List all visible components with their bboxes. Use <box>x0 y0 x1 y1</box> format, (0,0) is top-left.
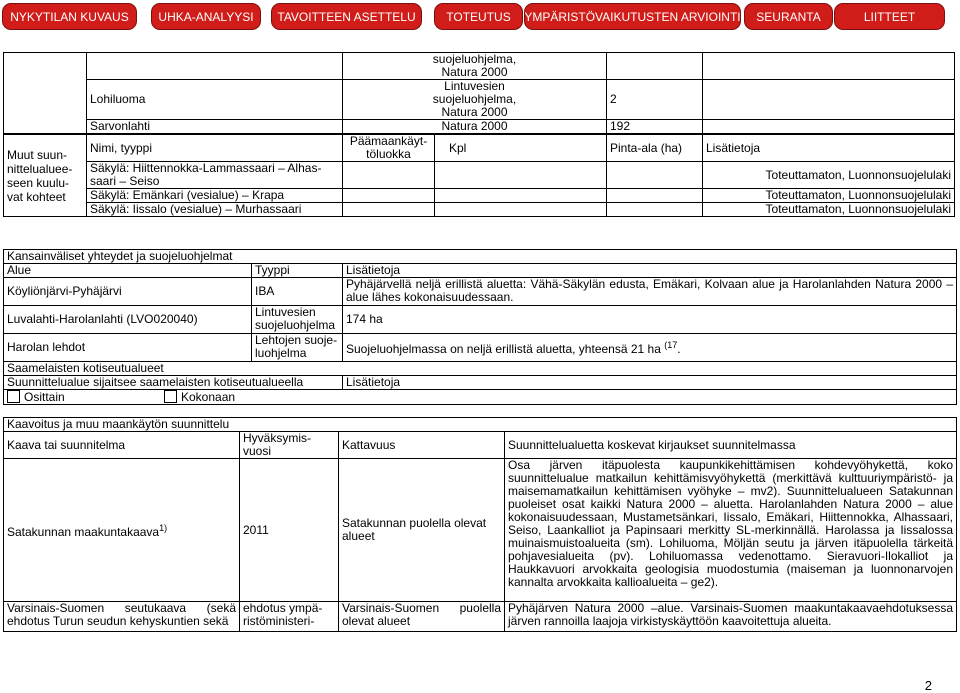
area-name: Luvalahti-Harolanlahti (LVO020040) <box>4 306 252 334</box>
area-info-text: Suojeluohjelmassa on neljä erillistä aluetta, yhteensä 21 ha <box>346 342 661 356</box>
area-info-suffix: . <box>677 342 681 356</box>
table-row <box>4 334 957 362</box>
tab-liitteet[interactable]: LIITTEET <box>834 3 945 30</box>
empty-cell <box>703 120 955 134</box>
programme-cell: Natura 2000 <box>343 120 607 134</box>
site-name: Säkylä: Hiittennokka-Lammassaari – Alhas- saari – Seiso <box>87 162 343 189</box>
plan-approved: ehdotus ympä- ristöministeri- <box>240 602 339 632</box>
empty-cell <box>435 203 607 217</box>
empty-cell <box>703 53 955 80</box>
tab-seuranta[interactable]: SEURANTA <box>744 3 833 30</box>
table-row <box>4 80 955 120</box>
side-cell <box>4 53 87 134</box>
international-table <box>3 249 957 405</box>
sami-info: Lisätietoja <box>343 376 957 390</box>
area-info: Pyhäjärvellä neljä erillistä aluetta: Vähä-Säkylän edusta, Emäkari, Kolvaan alue ja Harolanlahden Natura 2000 – alue lähes kokonaisuudessaan. <box>343 278 957 306</box>
area-info: 174 ha <box>343 306 957 334</box>
checkbox-whole[interactable] <box>164 390 177 403</box>
site-name: Lohiluoma <box>87 80 343 120</box>
checkbox-whole-label: Kokonaan <box>181 390 236 404</box>
header-name: Nimi, tyyppi <box>87 135 343 162</box>
zoning-table <box>3 417 957 632</box>
site-info: Toteuttamaton, Luonnonsuojelulaki <box>703 162 955 189</box>
header-notes: Suunnittelualuetta koskevat kirjaukset suunnitelmassa <box>505 432 957 459</box>
area-info <box>343 334 957 362</box>
empty-cell <box>343 203 435 217</box>
tab-ymparistovaikutusten-arviointi[interactable]: YMPÄRISTÖVAIKUTUSTEN ARVIOINTI <box>524 3 741 30</box>
header-area: Pinta-ala (ha) <box>607 135 703 162</box>
plan-name <box>4 459 240 602</box>
site-info: Toteuttamaton, Luonnonsuojelulaki <box>703 203 955 217</box>
tab-uhka-analyysi[interactable]: UHKA-ANALYYSI <box>151 3 261 30</box>
tab-tavoitteen-asettelu[interactable]: TAVOITTEEN ASETTELU <box>271 3 422 30</box>
table-row <box>4 278 957 306</box>
header-area: Alue <box>4 264 252 278</box>
section-title: Kansainväliset yhteydet ja suojeluohjelmat <box>4 250 957 264</box>
header-info: Lisätietoja <box>703 135 955 162</box>
header-kpl: Kpl <box>435 135 607 162</box>
table-row <box>4 362 957 376</box>
section-title: Kaavoitus ja muu maankäytön suunnittelu <box>4 418 957 432</box>
plan-name-text: Satakunnan maakuntakaava <box>7 524 160 539</box>
header-type: Tyyppi <box>252 264 343 278</box>
table-row <box>4 432 957 459</box>
sami-title: Saamelaisten kotiseutualueet <box>4 362 957 376</box>
tab-toteutus[interactable]: TOTEUTUS <box>434 3 523 30</box>
sami-checkboxes <box>4 390 957 405</box>
plan-name: Varsinais-Suomen seutukaava (sekä ehdotus Turun seudun kehyskuntien sekä <box>4 602 240 632</box>
page-number: 2 <box>924 678 932 693</box>
empty-cell <box>435 162 607 189</box>
count-cell: 192 <box>607 120 703 134</box>
empty-cell <box>703 80 955 120</box>
site-name: Sarvonlahti <box>87 120 343 134</box>
plan-coverage: Satakunnan puolella olevat alueet <box>339 459 505 602</box>
programme-cell: suojeluohjelma, Natura 2000 <box>343 53 607 80</box>
site-name: Säkylä: Emänkari (vesialue) – Krapa <box>87 189 343 203</box>
table-row <box>4 376 957 390</box>
checkbox-partial-label: Osittain <box>24 390 65 404</box>
footnote-ref: (17 <box>664 340 678 350</box>
site-info: Toteuttamaton, Luonnonsuojelulaki <box>703 189 955 203</box>
header-approved: Hyväksymis- vuosi <box>240 432 339 459</box>
tab-nykytilan-kuvaus[interactable]: NYKYTILAN KUVAUS <box>2 3 137 30</box>
plan-notes: Osa järven itäpuolesta kaupunkikehittämisen kohdevyöhykettä, koko suunnittelualue matkailun kehittämisvyöhykettä (merkittävä kulttuuriympäristö- ja maisemamatkailun kehittämisen vyöhyke – mv2). Suunnittelualueen Satakunnan puoleiset osat kaikki Natura 2000 – aluetta. Harolanlahden Natura 2000 – alue kokonaisuudessaan, Mustametsänkari, Iissalo, Emäkari, Hiittennokka, Alhassaari, Seiso, Laankalliot ja Papinsaari merkitty SL-merkinnällä. Harolassa ja Iissalossa muinaismuistoalueita (sm). Lohiluoma, Möljän seutu ja järven itäpuolella tärkeitä pohjavesialueita (pv). Lohiluomassa vedenottamo. Sieravuori-Ilokalliot ja Haukkavuori arvokkaita geologisia muodostumia (maiseman ja luonnonarvojen kannalta arvokkaita kallioalueita – ge2). <box>505 459 957 602</box>
empty-cell <box>343 162 435 189</box>
empty-cell <box>607 189 703 203</box>
table-row <box>4 306 957 334</box>
footnote-ref: 1) <box>159 522 168 533</box>
empty-cell <box>343 189 435 203</box>
sami-label: Suunnittelualue sijaitsee saamelaisten kotiseutualueella <box>4 376 343 390</box>
table-row <box>4 250 957 264</box>
table-row <box>4 418 957 432</box>
programme-cell: Lintuvesien suojeluohjelma, Natura 2000 <box>343 80 607 120</box>
other-sites-table <box>3 134 955 217</box>
plan-coverage: Varsinais-Suomen puolella olevat alueet <box>339 602 505 632</box>
empty-cell <box>435 189 607 203</box>
area-name: Harolan lehdot <box>4 334 252 362</box>
count-cell: 2 <box>607 80 703 120</box>
table-row <box>4 203 955 217</box>
table-row <box>4 53 955 80</box>
header-type: Päämaankäyt- töluokka <box>343 135 435 162</box>
empty-cell <box>607 162 703 189</box>
table-row <box>4 162 955 189</box>
site-name <box>87 53 343 80</box>
area-type: IBA <box>252 278 343 306</box>
header-info: Lisätietoja <box>343 264 957 278</box>
table-row <box>4 390 957 405</box>
area-name: Köyliönjärvi-Pyhäjärvi <box>4 278 252 306</box>
table-row <box>4 189 955 203</box>
protection-table <box>3 52 955 134</box>
empty-cell <box>607 203 703 217</box>
table-row <box>4 135 955 162</box>
header-plan: Kaava tai suunnitelma <box>4 432 240 459</box>
header-coverage: Kattavuus <box>339 432 505 459</box>
area-type: Lehtojen suoje- luohjelma <box>252 334 343 362</box>
count-cell <box>607 53 703 80</box>
checkbox-partial[interactable] <box>7 390 20 403</box>
top-navigation <box>0 0 960 36</box>
area-type: Lintuvesien suojeluohjelma <box>252 306 343 334</box>
table-row <box>4 459 957 602</box>
table-row <box>4 120 955 134</box>
side-label: Muut suun- nittelualuee- seen kuulu- vat kohteet <box>4 135 87 217</box>
table-row <box>4 264 957 278</box>
site-name: Säkylä: Iissalo (vesialue) – Murhassaari <box>87 203 343 217</box>
plan-notes: Pyhäjärven Natura 2000 –alue. Varsinais-Suomen maakuntakaavaehdotuksessa järven rannoilla laajoja virkistyskäyttöön kaavoitettuja alueita. <box>505 602 957 632</box>
table-row <box>4 602 957 632</box>
plan-approved: 2011 <box>240 459 339 602</box>
